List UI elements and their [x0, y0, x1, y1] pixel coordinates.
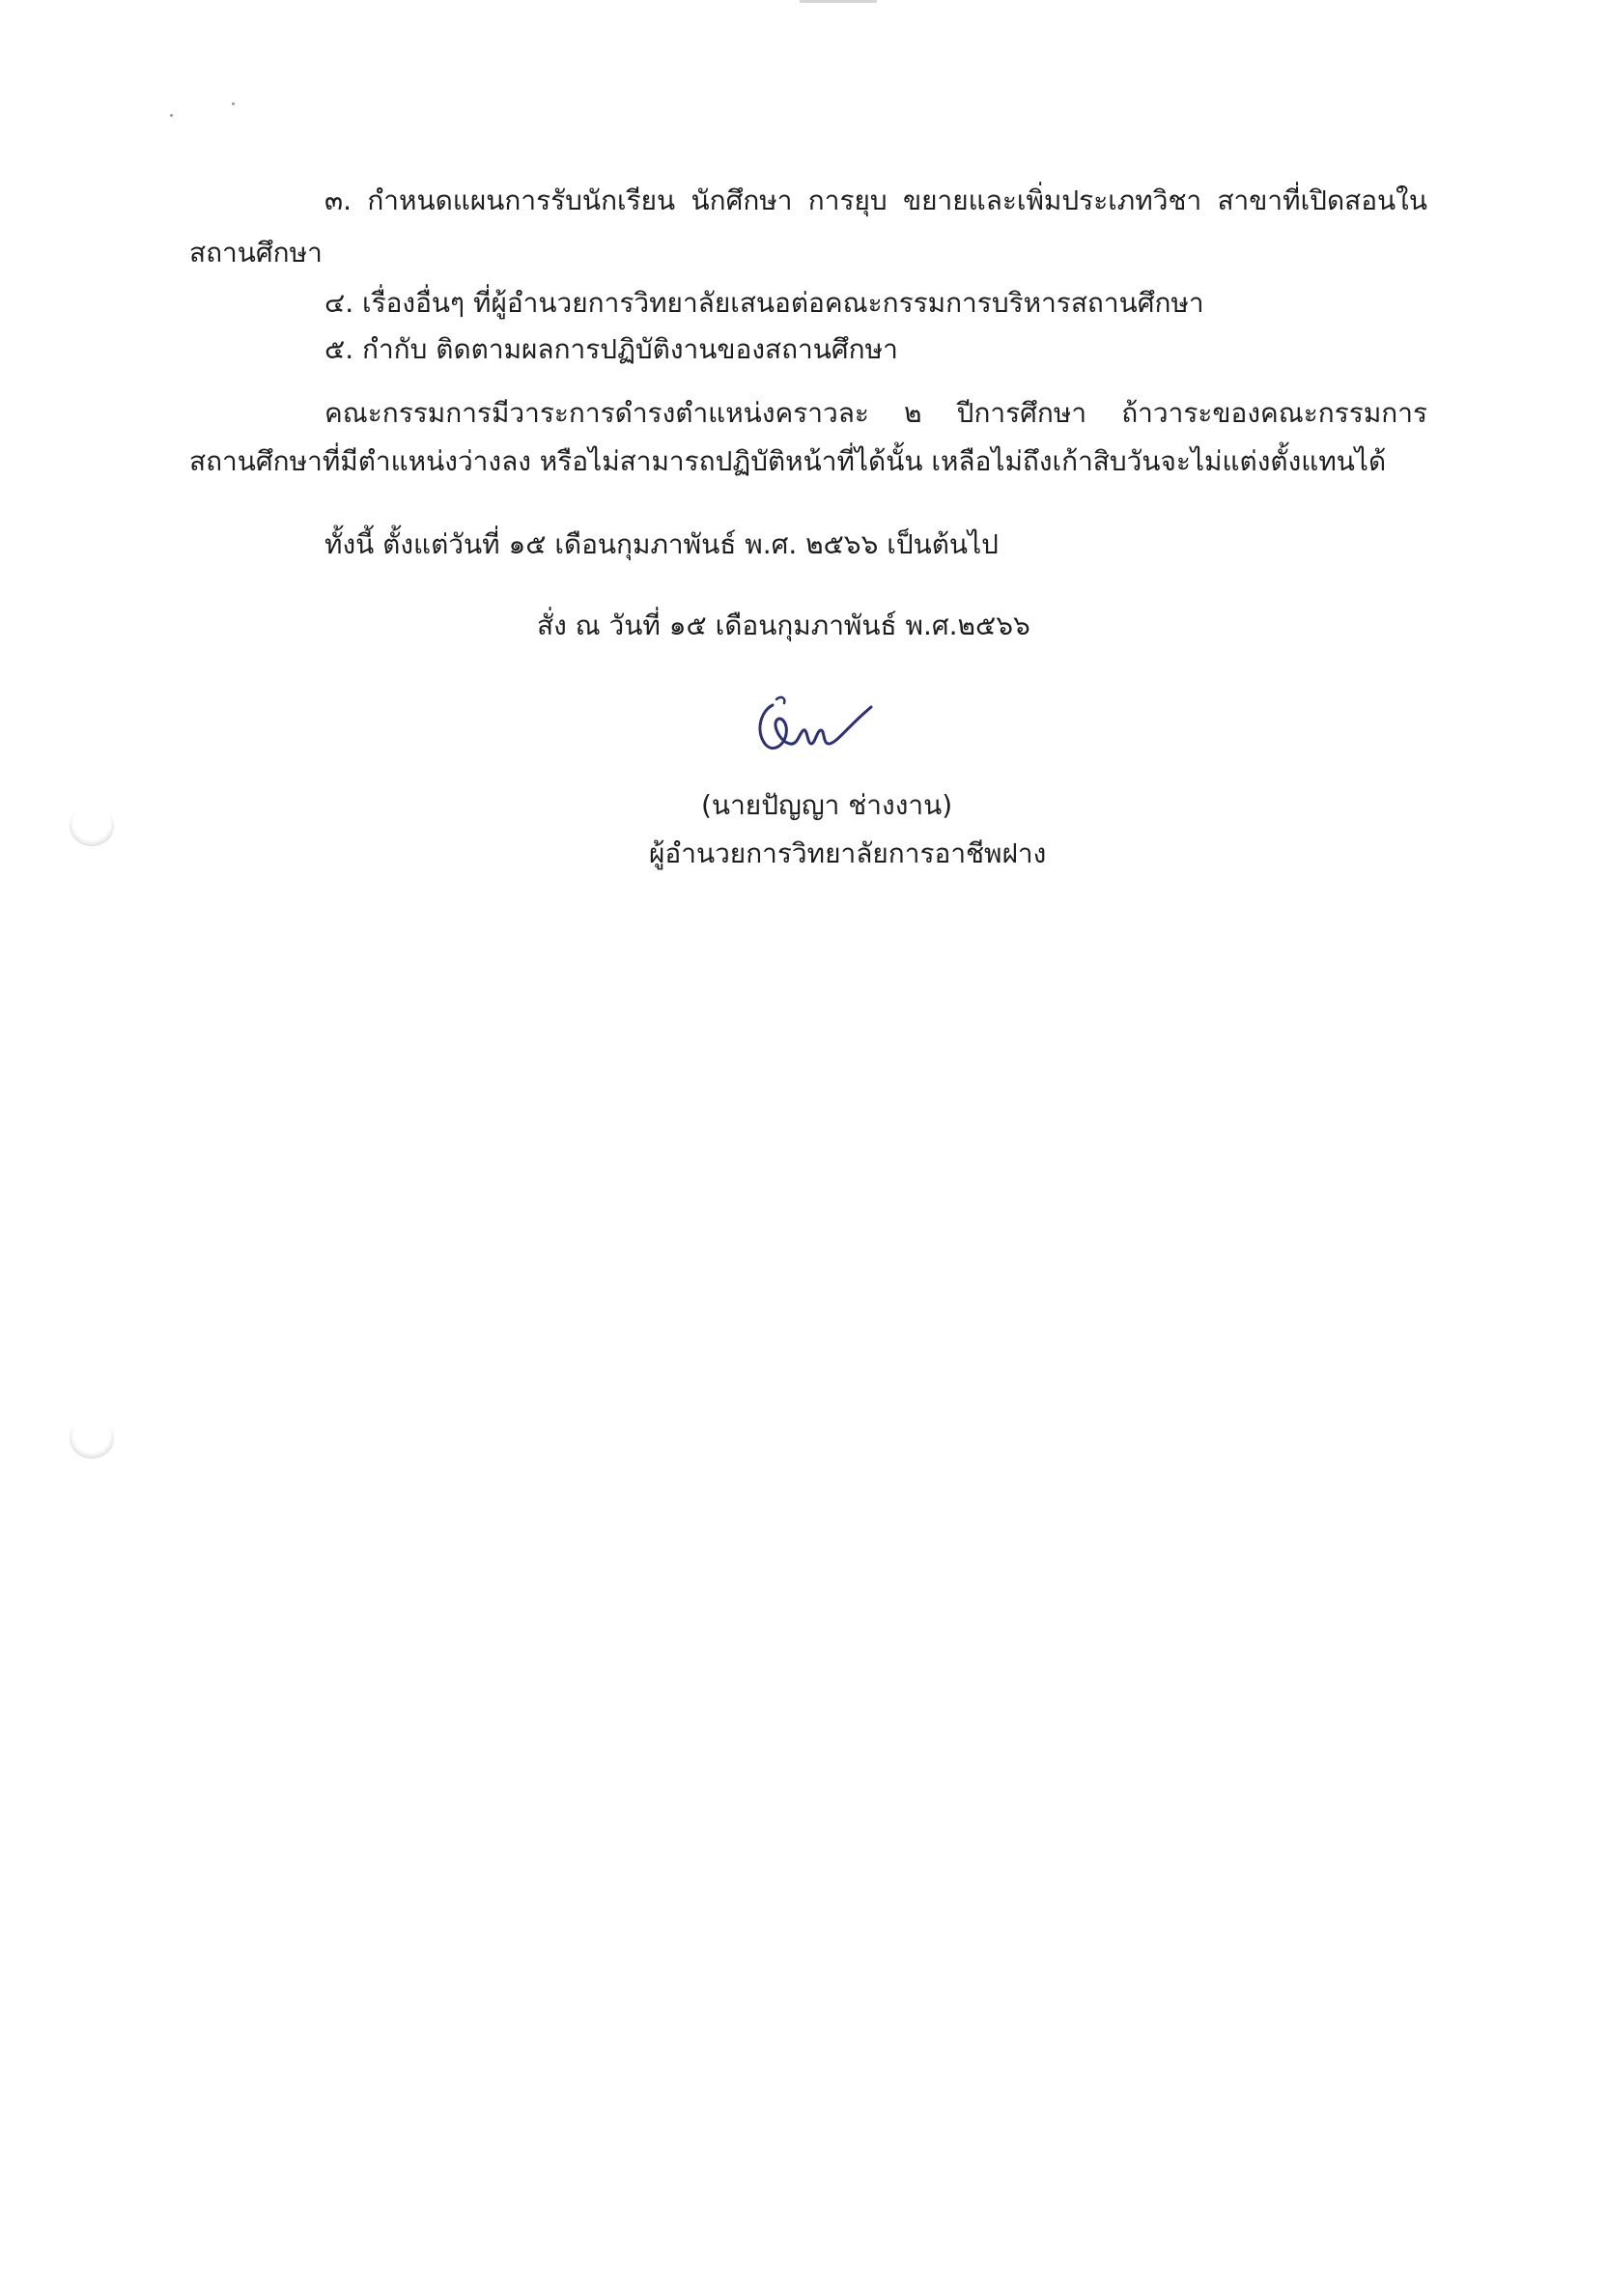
term-paragraph-line-1: คณะกรรมการมีวาระการดำรงตำแหน่งคราวละ ๒ ปีการศึกษา ถ้าวาระของคณะกรรมการ [324, 397, 1427, 429]
item-3-line-2: สถานศึกษา [189, 237, 323, 269]
punch-hole [70, 806, 114, 846]
term-paragraph-line-2: สถานศึกษาที่มีตำแหน่งว่างลง หรือไม่สามารถปฏิบัติหน้าที่ได้นั้น เหลือไม่ถึงเก้าสิบวันจะไม่แต่งตั้งแทนได้ [189, 445, 1387, 477]
item-3-line-1: ๓. กำหนดแผนการรับนักเรียน นักศึกษา การยุบ ขยายและเพิ่มประเภทวิชา สาขาที่เปิดสอนใน [324, 184, 1427, 216]
scan-speck [232, 102, 235, 105]
scan-speck [170, 114, 173, 117]
signatory-position: ผู้อำนวยการวิทยาลัยการอาชีพฝาง [649, 837, 1047, 869]
signatory-name: (นายปัญญา ช่างงาน) [701, 789, 953, 821]
item-5: ๕. กำกับ ติดตามผลการปฏิบัติงานของสถานศึกษา [324, 333, 898, 365]
order-date: สั่ง ณ วันที่ ๑๕ เดือนกุมภาพันธ์ พ.ศ.๒๕๖๖ [537, 609, 1030, 641]
punch-hole [70, 1418, 114, 1459]
item-4: ๔. เรื่องอื่นๆ ที่ผู้อำนวยการวิทยาลัยเสนอต่อคณะกรรมการบริหารสถานศึกษา [324, 287, 1204, 319]
signature-image [751, 688, 877, 757]
effective-date: ทั้งนี้ ตั้งแต่วันที่ ๑๕ เดือนกุมภาพันธ์ พ.ศ. ๒๕๖๖ เป็นต้นไป [324, 528, 999, 560]
scan-edge-mark [800, 0, 877, 3]
